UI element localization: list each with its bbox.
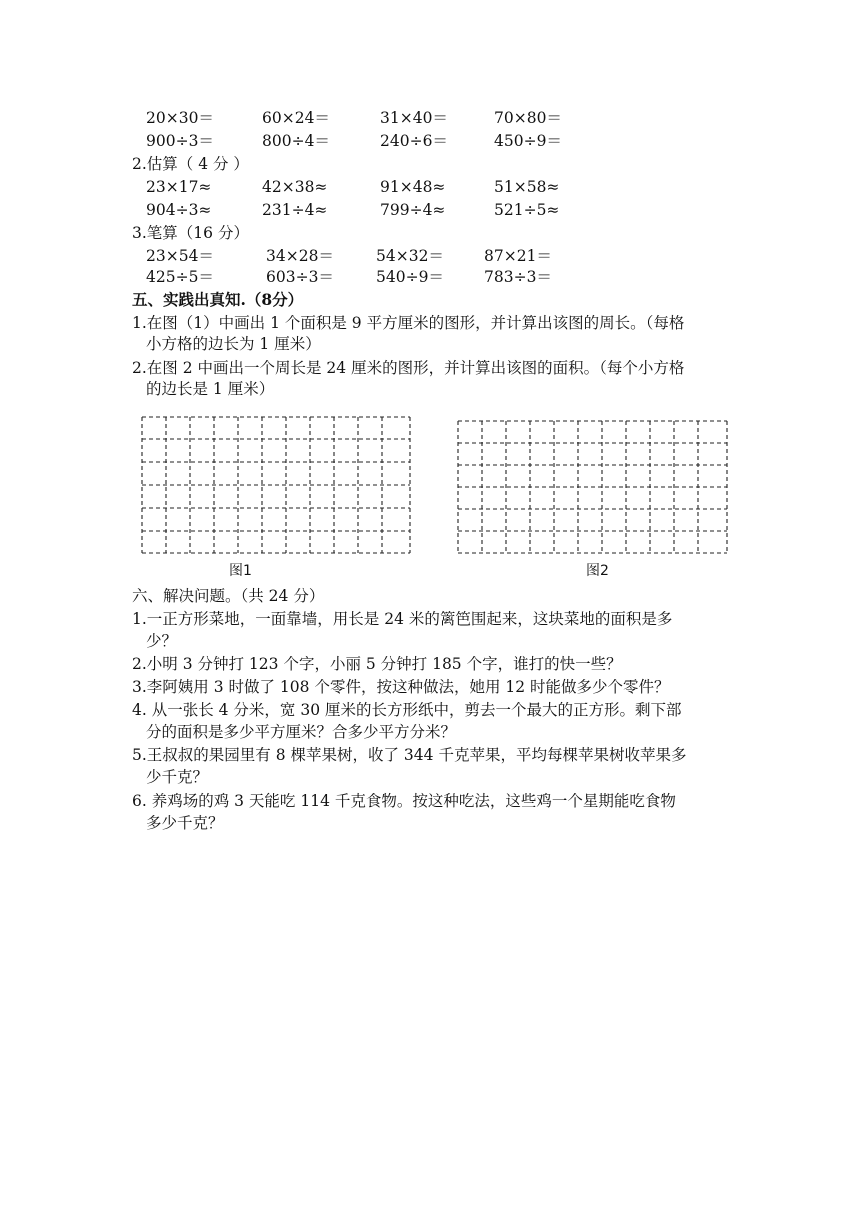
section-5-q1-line: 小方格的边长为 1 厘米） bbox=[146, 335, 321, 353]
written-item: 540÷9＝ bbox=[376, 268, 444, 286]
section-6-line: 少千克？ bbox=[146, 768, 209, 786]
estimate-heading: 2.估算（ 4 分 ） bbox=[132, 155, 249, 173]
section-6-line: 3.李阿姨用 3 时做了 108 个零件，按这种做法，她用 12 时能做多少个零件？ bbox=[132, 678, 670, 696]
written-item: 87×21＝ bbox=[484, 247, 552, 265]
figure-1-grid bbox=[140, 415, 412, 555]
section-6-heading: 六、解决问题。（共 24 分） bbox=[132, 587, 325, 605]
calc-item: 31×40＝ bbox=[380, 109, 448, 127]
figure-1-caption: 图1 bbox=[229, 563, 252, 579]
calc-item: 450÷9＝ bbox=[494, 132, 562, 150]
calc-item: 240÷6＝ bbox=[380, 132, 448, 150]
section-6-line: 6. 养鸡场的鸡 3 天能吃 114 千克食物。按这种吃法，这些鸡一个星期能吃食物 bbox=[132, 792, 676, 810]
estimate-item: 51×58≈ bbox=[494, 178, 560, 196]
section-5-heading: 五、实践出真知.（8分） bbox=[132, 290, 304, 309]
section-5-q1-line: 1.在图（1）中画出 1 个面积是 9 平方厘米的图形，并计算出该图的周长。（每格 bbox=[132, 314, 685, 332]
estimate-item: 42×38≈ bbox=[262, 178, 328, 196]
written-heading: 3.笔算（16 分） bbox=[132, 224, 249, 242]
written-item: 23×54＝ bbox=[146, 247, 214, 265]
calc-item: 20×30＝ bbox=[146, 109, 214, 127]
calc-item: 60×24＝ bbox=[262, 109, 330, 127]
section-6-line: 1.一正方形菜地，一面靠墙，用长是 24 米的篱笆围起来，这块菜地的面积是多 bbox=[132, 610, 673, 628]
calc-item: 900÷3＝ bbox=[146, 132, 214, 150]
figure-2-grid bbox=[456, 419, 730, 556]
section-6-line: 分的面积是多少平方厘米？合多少平方分米？ bbox=[146, 723, 457, 741]
section-6-line: 2.小明 3 分钟打 123 个字，小丽 5 分钟打 185 个字，谁打的快一些？ bbox=[132, 655, 622, 673]
figure-2-caption: 图2 bbox=[586, 563, 609, 579]
written-item: 425÷5＝ bbox=[146, 268, 214, 286]
section-5-q2-line: 2.在图 2 中画出一个周长是 24 厘米的图形，并计算出该图的面积。（每个小方格 bbox=[132, 359, 685, 377]
section-6-line: 少？ bbox=[146, 632, 178, 650]
section-6-line: 5.王叔叔的果园里有 8 棵苹果树，收了 344 千克苹果，平均每棵苹果树收苹果多 bbox=[132, 746, 687, 764]
estimate-item: 23×17≈ bbox=[146, 178, 212, 196]
calc-item: 70×80＝ bbox=[494, 109, 562, 127]
estimate-item: 521÷5≈ bbox=[494, 201, 560, 219]
section-6-line: 多少千克？ bbox=[146, 814, 224, 832]
estimate-item: 799÷4≈ bbox=[380, 201, 446, 219]
section-5-q2-line: 的边长是 1 厘米） bbox=[146, 380, 275, 398]
written-item: 34×28＝ bbox=[266, 247, 334, 265]
written-item: 54×32＝ bbox=[376, 247, 444, 265]
section-6-line: 4. 从一张长 4 分米，宽 30 厘米的长方形纸中，剪去一个最大的正方形。剩下部 bbox=[132, 701, 682, 719]
estimate-item: 91×48≈ bbox=[380, 178, 446, 196]
estimate-item: 904÷3≈ bbox=[146, 201, 212, 219]
estimate-item: 231÷4≈ bbox=[262, 201, 328, 219]
written-item: 783÷3＝ bbox=[484, 268, 552, 286]
calc-item: 800÷4＝ bbox=[262, 132, 330, 150]
written-item: 603÷3＝ bbox=[266, 268, 334, 286]
